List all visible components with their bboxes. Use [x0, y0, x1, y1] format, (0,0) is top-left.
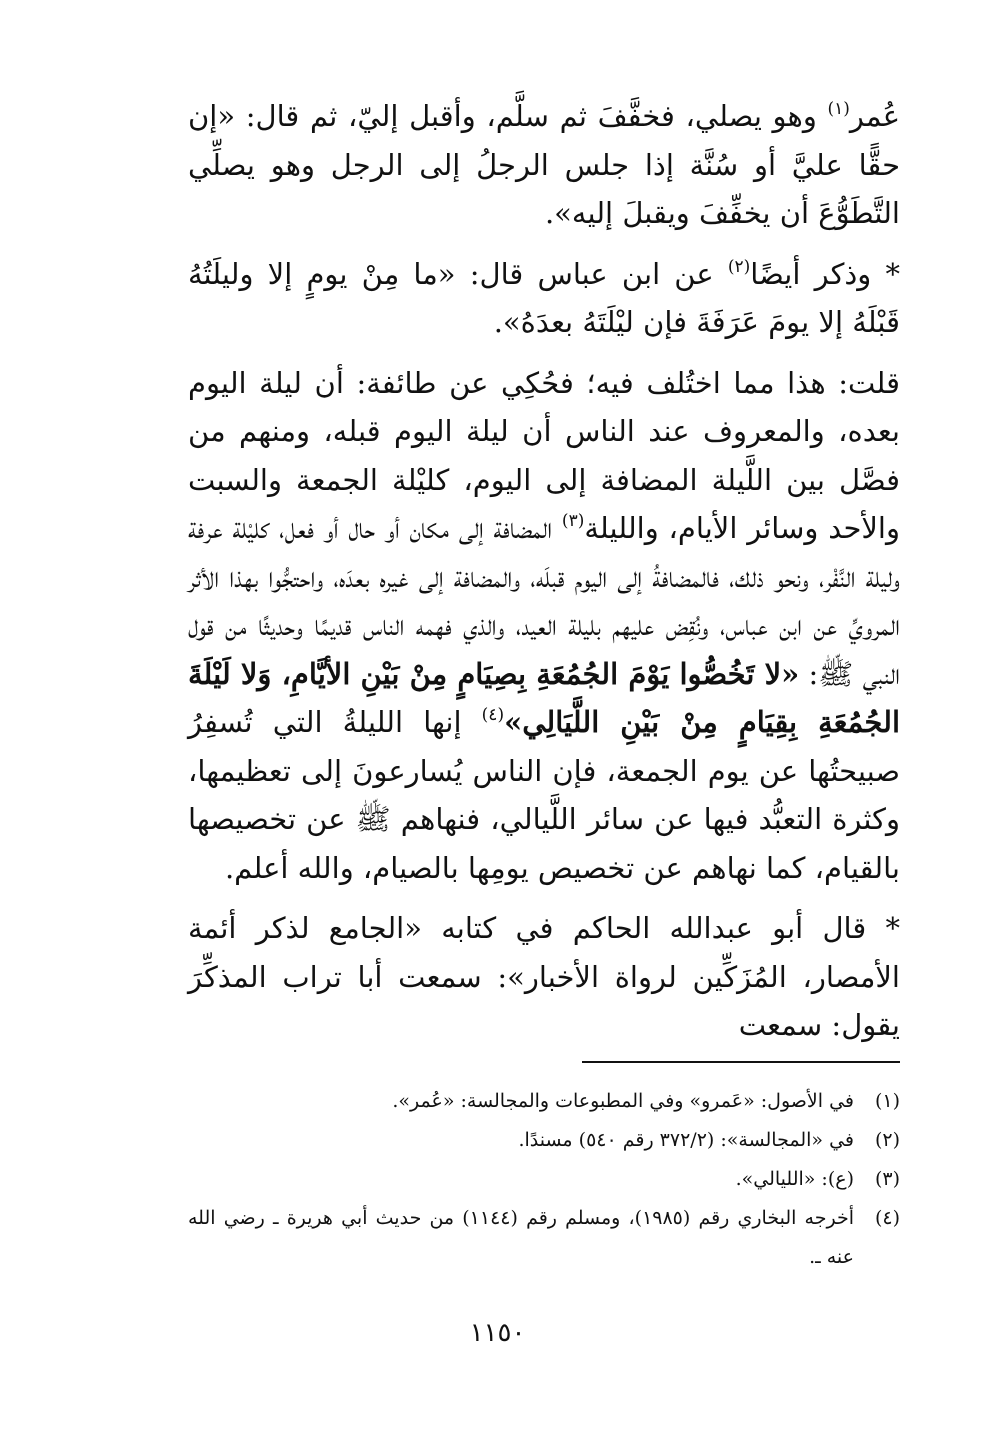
footnote-1: [188, 1082, 900, 1121]
footnote-ref-3: (٣): [561, 511, 585, 531]
footnote-separator: [582, 1061, 900, 1063]
footnote-4: [188, 1199, 900, 1277]
footnote-3: [188, 1160, 900, 1199]
paragraph-3: [188, 359, 900, 893]
text-segment: قلت: هذا مما اختُلف فيه؛ فحُكِي عن طائفة: أن ليلة اليوم بعده، والمعروف عند الناس أن ليلة اليوم قبله، ومنهم من فصَّل بين اللَّيلة المضافة إلى اليوم، كليْلة الجمعة والسبت والأحد وسائر الأيام، والليلة: [188, 365, 900, 545]
text-segment: عُمر: [849, 99, 900, 133]
footnote-ref-2: (٢): [727, 256, 751, 277]
text-segment: عن ابن عباس قال: «ما مِنْ يومٍ إلا وليلَتُهُ قَبْلَهُ إلا يومَ عَرَفَةَ فإن ليْلَتَهُ بعدَهُ».: [188, 256, 900, 339]
text-segment: إنها الليلةُ التي تُسفِرُ صبيحتُها عن يوم الجمعة، فإن الناس يُسارعونَ إلى تعظيمها، وكثرة التعبُّد فيها عن سائر اللَّيالي، فنهاهم ﷺ عن تخصيصها بالقيام، كما نهاهم عن تخصيص يومِها بالصيام، والله أعلم.: [188, 705, 900, 885]
footnote-text: أخرجه البخاري رقم (١٩٨٥)، ومسلم رقم (١١٤٤) من حديث أبي هريرة ـ رضي الله عنه ـ.: [188, 1207, 855, 1268]
footnotes: [188, 1082, 900, 1277]
text-segment: المضافة إلى مكان أو حال أو فعل، كليْلة عرفة وليلة النَّفْر، ونحو ذلك، فالمضافةُ إلى اليوم قبلَه، والمضافة إلى غيره بعدَه، واحتجُّوا بهذا الأثر المرويِّ عن ابن عباس، ونُقِض عليهم بليلة العيد، والذي فهمه الناس قديمًا وحديثًا من قول النبي ﷺ:: [188, 511, 900, 691]
footnote-ref-4: (٤): [481, 705, 505, 725]
main-text: [188, 92, 900, 1050]
footnote-number: (٣): [874, 1168, 900, 1190]
footnote-text: في الأصول: «عَمرو» وفي المطبوعات والمجالسة: «عُمر».: [392, 1090, 854, 1112]
footnote-text: (ع): «الليالي».: [735, 1168, 854, 1190]
text-segment: * قال أبو عبدالله الحاكم في كتابه «الجامع لذكر أئمة الأمصار، المُزَكِّين لرواة الأخبار»: سمعت أبا تراب المذكِّرَ يقول: سمعت: [188, 911, 900, 1042]
footnote-text: في «المجالسة»: (٣٧٢/٢ رقم ٥٤٠) مسندًا.: [518, 1129, 854, 1151]
footnote-number: (٤): [874, 1207, 900, 1229]
paragraph-4: [188, 904, 900, 1050]
paragraph-2: [188, 250, 900, 347]
footnote-number: (٢): [874, 1129, 900, 1151]
footnote-number: (١): [874, 1090, 900, 1112]
text-segment: * وذكر أيضًا: [750, 256, 900, 291]
paragraph-1: [188, 92, 900, 238]
footnote-2: [188, 1121, 900, 1160]
text-segment: وهو يصلي، فخفَّفَ ثم سلَّم، وأقبل إليّ، ثم قال: «إن حقًّا عليَّ أو سُنَّة إذا جلس الرجلُ إلى الرجل وهو يصلِّي التَّطَوُّعَ أن يخفِّفَ ويقبلَ إليه».: [188, 99, 900, 230]
page-number: ١١٥٠: [469, 1318, 526, 1348]
hadith-quote: «لا تَخُصُّوا يَوْمَ الجُمُعَةِ بِصِيَامٍ مِنْ بَيْنِ الأيَّامِ، وَلا لَيْلَةَ الجُمُعَةِ بِقِيَامٍ مِنْ بَيْنِ اللَّيَالِي»: [188, 656, 900, 739]
footnote-ref-1: (١): [827, 99, 850, 119]
